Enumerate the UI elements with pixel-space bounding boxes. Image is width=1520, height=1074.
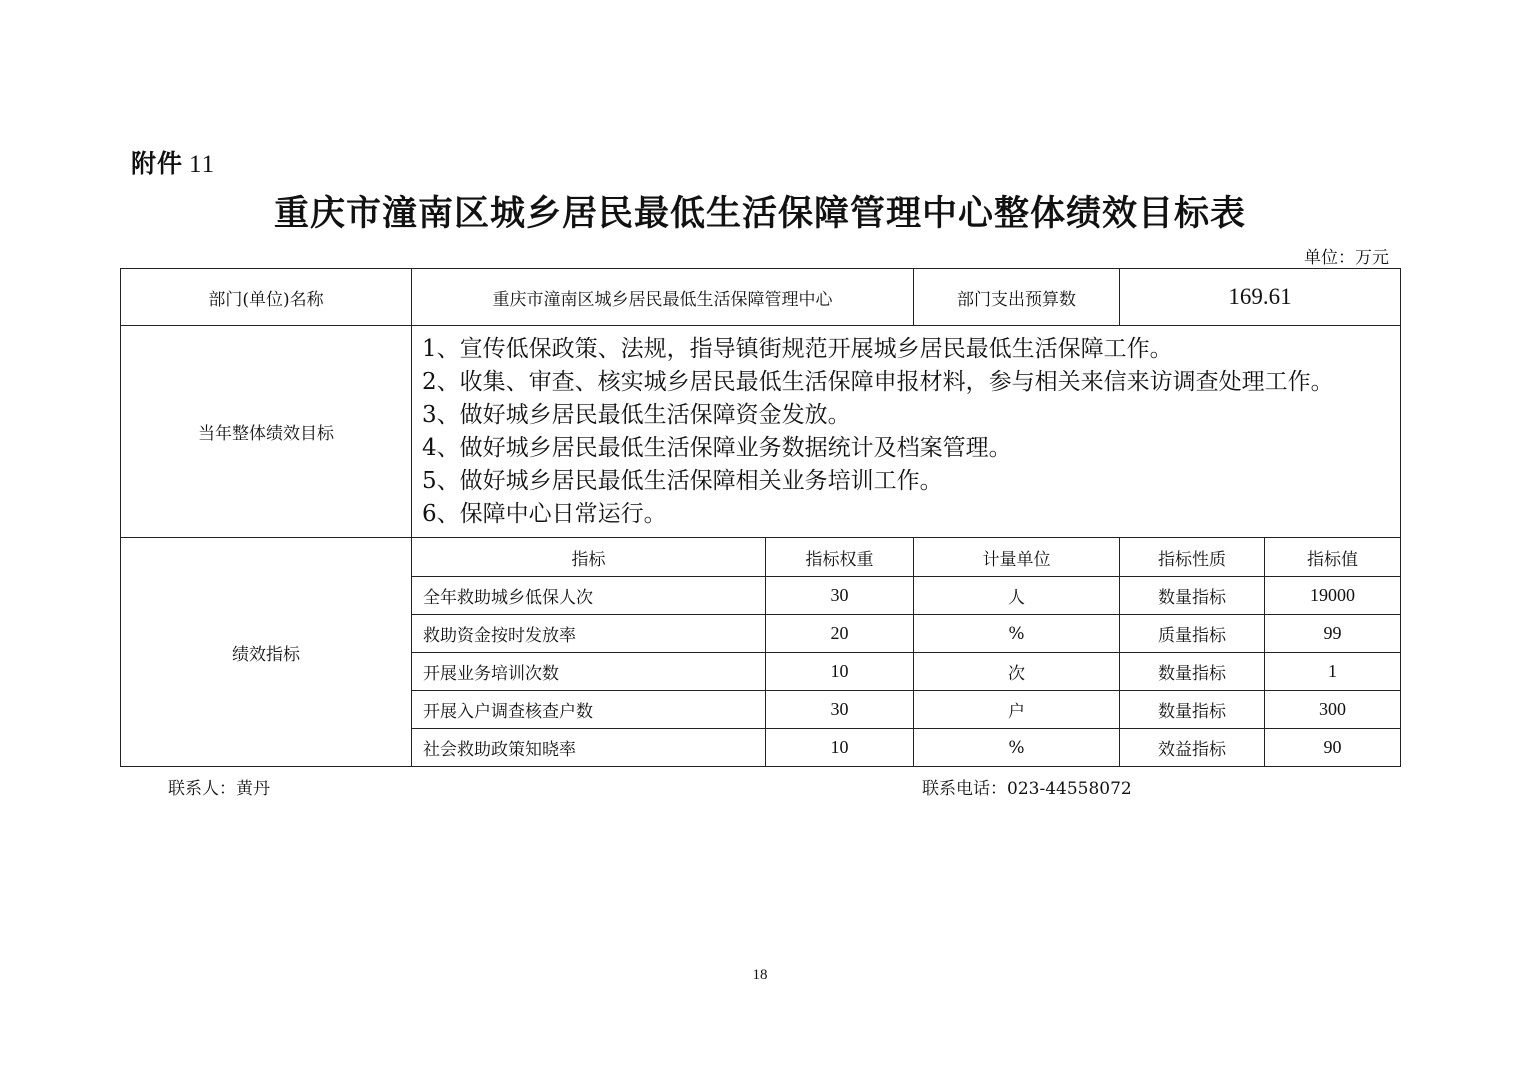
contact-person: 联系人：黄丹 <box>168 779 270 799</box>
header-weight: 指标权重 <box>766 538 914 577</box>
indicator-nature: 效益指标 <box>1120 729 1265 767</box>
attachment-text: 附件 <box>131 149 184 178</box>
attachment-number: 11 <box>189 151 216 178</box>
goals-label: 当年整体绩效目标 <box>121 326 412 538</box>
indicator-weight: 10 <box>766 653 914 691</box>
performance-table <box>120 268 1401 767</box>
goal-item: 3、做好城乡居民最低生活保障资金发放。 <box>422 401 851 428</box>
indicator-nature: 质量指标 <box>1120 615 1265 653</box>
indicator-unit: % <box>914 729 1120 767</box>
unit-label: 单位：万元 <box>1304 248 1389 268</box>
indicator-nature: 数量指标 <box>1120 691 1265 729</box>
contact-phone: 联系电话：023-44558072 <box>922 779 1132 799</box>
indicator-name: 开展入户调查核查户数 <box>412 691 766 729</box>
dept-row <box>121 269 1401 326</box>
goal-item: 5、做好城乡居民最低生活保障相关业务培训工作。 <box>422 467 943 494</box>
indicator-value: 1 <box>1265 653 1401 691</box>
dept-name-label: 部门(单位)名称 <box>121 269 412 326</box>
indicator-weight: 30 <box>766 577 914 615</box>
goal-item: 2、收集、审查、核实城乡居民最低生活保障申报材料，参与相关来信来访调查处理工作。 <box>422 368 1334 395</box>
indicator-unit: 人 <box>914 577 1120 615</box>
indicator-weight: 20 <box>766 615 914 653</box>
indicator-nature: 数量指标 <box>1120 577 1265 615</box>
indicator-value: 300 <box>1265 691 1401 729</box>
goal-item: 1、宣传低保政策、法规，指导镇街规范开展城乡居民最低生活保障工作。 <box>422 335 1173 362</box>
indicator-nature: 数量指标 <box>1120 653 1265 691</box>
goals-row <box>121 326 1401 538</box>
indicator-weight: 30 <box>766 691 914 729</box>
indicator-value: 99 <box>1265 615 1401 653</box>
indicator-value: 19000 <box>1265 577 1401 615</box>
goals-list <box>412 326 1401 538</box>
indicator-value: 90 <box>1265 729 1401 767</box>
budget-label: 部门支出预算数 <box>914 269 1120 326</box>
header-value: 指标值 <box>1265 538 1401 577</box>
goal-item: 4、做好城乡居民最低生活保障业务数据统计及档案管理。 <box>422 434 1012 461</box>
header-unit: 计量单位 <box>914 538 1120 577</box>
indicator-unit: % <box>914 615 1120 653</box>
indicator-name: 救助资金按时发放率 <box>412 615 766 653</box>
indicator-name: 全年救助城乡低保人次 <box>412 577 766 615</box>
indicator-name: 社会救助政策知晓率 <box>412 729 766 767</box>
goal-item: 6、保障中心日常运行。 <box>422 500 667 527</box>
dept-name-value: 重庆市潼南区城乡居民最低生活保障管理中心 <box>412 269 914 326</box>
document-title: 重庆市潼南区城乡居民最低生活保障管理中心整体绩效目标表 <box>273 193 1246 234</box>
indicator-weight: 10 <box>766 729 914 767</box>
indicator-unit: 户 <box>914 691 1120 729</box>
budget-value: 169.61 <box>1120 269 1401 326</box>
header-indicator: 指标 <box>412 538 766 577</box>
attachment-label <box>131 144 215 180</box>
indicators-label: 绩效指标 <box>121 538 412 767</box>
indicator-name: 开展业务培训次数 <box>412 653 766 691</box>
indicator-header-row <box>121 538 1401 577</box>
header-nature: 指标性质 <box>1120 538 1265 577</box>
indicator-unit: 次 <box>914 653 1120 691</box>
page-number: 18 <box>752 967 768 983</box>
